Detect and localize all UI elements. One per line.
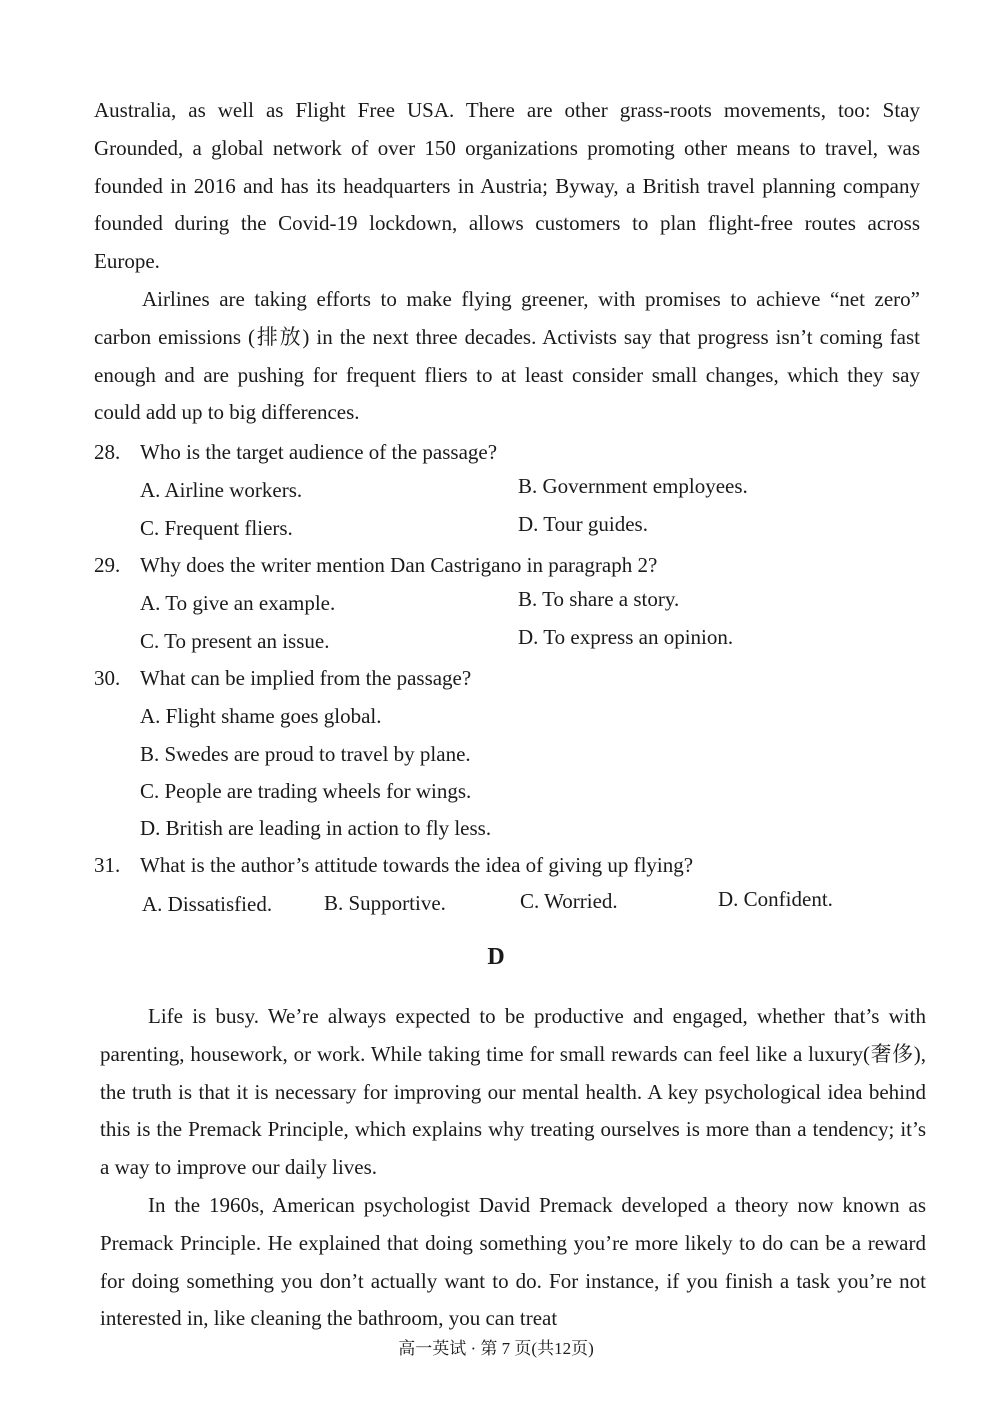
question-30 [94, 664, 471, 692]
section-heading-d: D [487, 944, 505, 970]
option-31-c[interactable]: C. Worried. [520, 889, 618, 913]
question-text: What can be implied from the passage? [140, 666, 472, 690]
question-number: 30. [94, 666, 121, 690]
question-number: 29. [94, 553, 121, 577]
question-text: Who is the target audience of the passage? [140, 440, 498, 464]
question-number: 31. [94, 853, 121, 877]
option-30-d[interactable]: D. British are leading in action to fly less. [140, 816, 492, 840]
option-28-d[interactable]: D. Tour guides. [518, 512, 648, 536]
passage-d-paragraph-1: Life is busy. We’re always expected to be productive and engaged, whether that’s with parenting, housework, or work. While taking time for small rewards can feel like a luxury(奢侈), the truth is that it is necessary for improving our mental health. A key psychological idea behind this is the Premack Principle, which explains why treating ourselves is more than a tendency; it’s a way to improve our daily lives. [100, 1004, 926, 1180]
question-text: What is the author’s attitude towards the idea of giving up flying? [140, 853, 694, 877]
option-29-b[interactable]: B. To share a story. [518, 587, 680, 611]
question-text: Why does the writer mention Dan Castrigano in paragraph 2? [140, 553, 658, 577]
option-30-b[interactable]: B. Swedes are proud to travel by plane. [140, 742, 471, 766]
question-29 [94, 551, 657, 579]
option-31-b[interactable]: B. Supportive. [324, 891, 446, 915]
question-28 [94, 438, 497, 466]
passage-c-paragraph-1: Australia, as well as Flight Free USA. There are other grass-roots movements, too: Stay Grounded, a global network of over 150 organizations promoting other means to travel, was founded in 2016 and has its headquarters in Austria; Byway, a British travel planning company founded during the Covid-19 lockdown, allows customers to plan flight-free routes across Europe. [94, 98, 920, 274]
option-28-a[interactable]: A. Airline workers. [140, 478, 303, 502]
option-30-a[interactable]: A. Flight shame goes global. [140, 704, 382, 728]
option-31-a[interactable]: A. Dissatisfied. [142, 892, 273, 916]
option-29-d[interactable]: D. To express an opinion. [518, 625, 734, 649]
option-28-b[interactable]: B. Government employees. [518, 474, 748, 498]
question-31 [94, 851, 693, 879]
option-29-a[interactable]: A. To give an example. [140, 591, 336, 615]
question-number: 28. [94, 440, 121, 464]
passage-d-paragraph-2: In the 1960s, American psychologist David Premack developed a theory now known as Premack Principle. He explained that doing something you’re more likely to do can be a reward for doing something you don’t actually want to do. For instance, if you finish a task you’re not interested in, like cleaning the bathroom, you can treat [100, 1193, 926, 1331]
option-31-d[interactable]: D. Confident. [718, 887, 833, 911]
option-30-c[interactable]: C. People are trading wheels for wings. [140, 779, 472, 803]
option-28-c[interactable]: C. Frequent fliers. [140, 516, 293, 540]
page-footer: 高一英试 · 第 7 页(共12页) [398, 1339, 594, 1358]
option-29-c[interactable]: C. To present an issue. [140, 629, 330, 653]
passage-c-paragraph-2: Airlines are taking efforts to make flying greener, with promises to achieve “net zero” carbon emissions (排放) in the next three decades. Activists say that progress isn’t coming fast enough and are pushing for frequent fliers to at least consider small changes, which they say could add up to big differences. [94, 287, 920, 425]
